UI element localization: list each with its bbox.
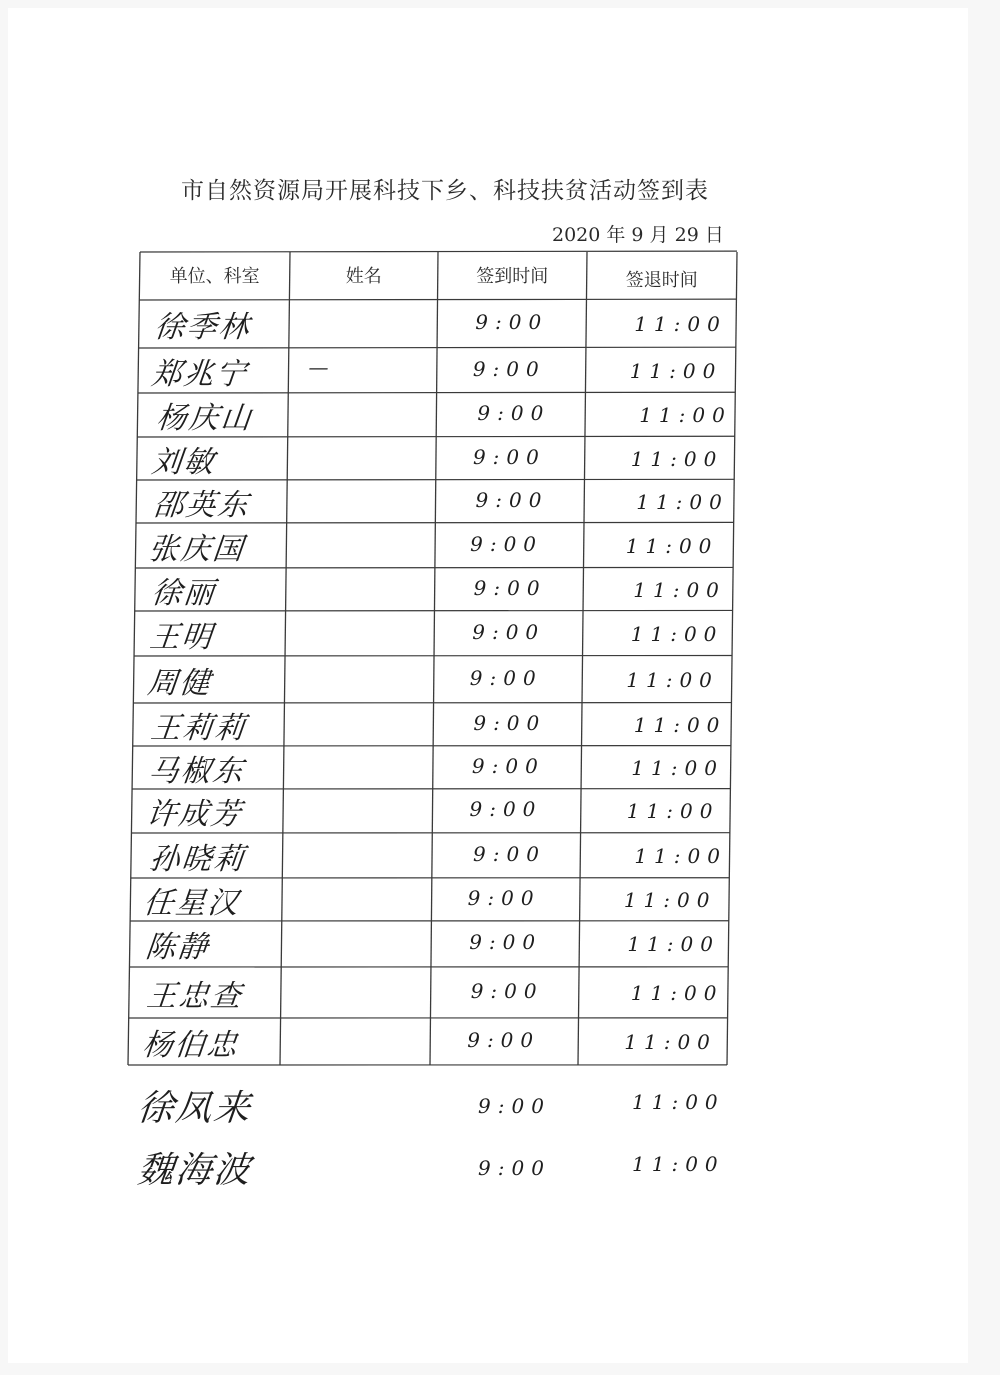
sign-out-time: 11:00 bbox=[631, 755, 724, 780]
document-title: 市自然资源局开展科技下乡、科技扶贫活动签到表 bbox=[181, 178, 709, 204]
signature: 马椒东 bbox=[147, 753, 247, 789]
sign-in-time: 9:00 bbox=[478, 1094, 551, 1118]
sign-out-time: 11:00 bbox=[636, 489, 729, 514]
sign-out-time: 11:00 bbox=[634, 843, 727, 868]
sign-out-time: 11:00 bbox=[639, 403, 732, 427]
sign-out-time: 11:00 bbox=[626, 667, 719, 692]
sign-out-time: 11:00 bbox=[633, 712, 727, 737]
sign-out-time: 11:00 bbox=[624, 1029, 717, 1054]
sign-in-time: 9:00 bbox=[477, 401, 551, 425]
sign-out-time: 11:00 bbox=[632, 1152, 725, 1176]
table-rule bbox=[128, 252, 140, 1065]
table-rule bbox=[727, 252, 737, 1065]
signature: 任星汉 bbox=[142, 885, 242, 921]
sign-in-time: 9:00 bbox=[471, 753, 545, 778]
signature: 许成芳 bbox=[144, 797, 245, 832]
header-unit: 单位、科室 bbox=[169, 266, 260, 287]
sign-in-time: 9:00 bbox=[475, 310, 549, 334]
sign-out-time: 11:00 bbox=[627, 932, 720, 956]
sign-in-time: 9:00 bbox=[470, 978, 544, 1003]
sign-out-time: 11:00 bbox=[626, 799, 720, 823]
signature: 邵英东 bbox=[152, 487, 252, 523]
document-date: 2020 年 9 月 29 日 bbox=[552, 224, 724, 246]
sign-out-time: 11:00 bbox=[633, 577, 726, 602]
sign-in-time: 9:00 bbox=[472, 619, 546, 644]
sign-in-time: 9:00 bbox=[469, 930, 543, 954]
signature: 王忠查 bbox=[144, 978, 245, 1014]
sign-in-time: 9:00 bbox=[473, 710, 547, 735]
sign-in-time: 9:00 bbox=[472, 444, 546, 469]
sign-out-time: 11:00 bbox=[630, 980, 724, 1005]
signature: 王明 bbox=[148, 619, 216, 655]
sign-in-time: 9:00 bbox=[467, 1027, 541, 1052]
table-rule bbox=[139, 347, 736, 348]
table-rule bbox=[139, 299, 736, 300]
sign-out-time: 11:00 bbox=[629, 358, 723, 383]
sign-out-time: 11:00 bbox=[632, 1090, 725, 1114]
signature: 郑兆宁 bbox=[150, 356, 250, 392]
sign-out-time: 11:00 bbox=[625, 533, 719, 558]
signature: 周健 bbox=[145, 665, 214, 701]
sign-in-time: 9:00 bbox=[473, 575, 547, 600]
sign-in-time: 9:00 bbox=[469, 797, 543, 821]
table-rule bbox=[280, 252, 290, 1065]
signature: 杨伯忠 bbox=[141, 1027, 241, 1063]
signature: 徐丽 bbox=[149, 575, 218, 611]
signature: 魏海波 bbox=[135, 1150, 254, 1191]
signature: 杨庆山 bbox=[154, 401, 255, 436]
sign-in-time: 9:00 bbox=[472, 356, 546, 381]
sign-out-time: 11:00 bbox=[630, 446, 724, 471]
sign-in-time: 9:00 bbox=[470, 531, 544, 556]
sign-in-time: 9:00 bbox=[469, 665, 543, 690]
signature: 孙晓莉 bbox=[147, 841, 248, 877]
sign-out-time: 11:00 bbox=[623, 887, 717, 912]
sign-out-time: 11:00 bbox=[634, 312, 727, 336]
table-rule bbox=[135, 610, 733, 611]
sign-out-time: 11:00 bbox=[630, 621, 724, 646]
name-mark: — bbox=[308, 354, 336, 379]
signature: 王莉莉 bbox=[148, 710, 249, 746]
table-rule bbox=[578, 252, 587, 1065]
header-sign-out-time: 签退时间 bbox=[625, 270, 698, 291]
signature: 刘敏 bbox=[149, 444, 218, 480]
signature: 徐凤来 bbox=[135, 1088, 254, 1129]
sign-in-time: 9:00 bbox=[478, 1156, 551, 1180]
sign-in-time: 9:00 bbox=[473, 841, 546, 866]
signature: 陈静 bbox=[143, 930, 212, 965]
header-name: 姓名 bbox=[345, 266, 382, 287]
header-sign-in-time: 签到时间 bbox=[476, 266, 549, 287]
sign-in-time: 9:00 bbox=[467, 885, 541, 910]
sign-in-time: 9:00 bbox=[475, 487, 549, 512]
table-rule bbox=[430, 252, 438, 1065]
signature: 徐季林 bbox=[152, 310, 253, 345]
table-rule bbox=[140, 251, 737, 252]
signature: 张庆国 bbox=[146, 531, 247, 567]
